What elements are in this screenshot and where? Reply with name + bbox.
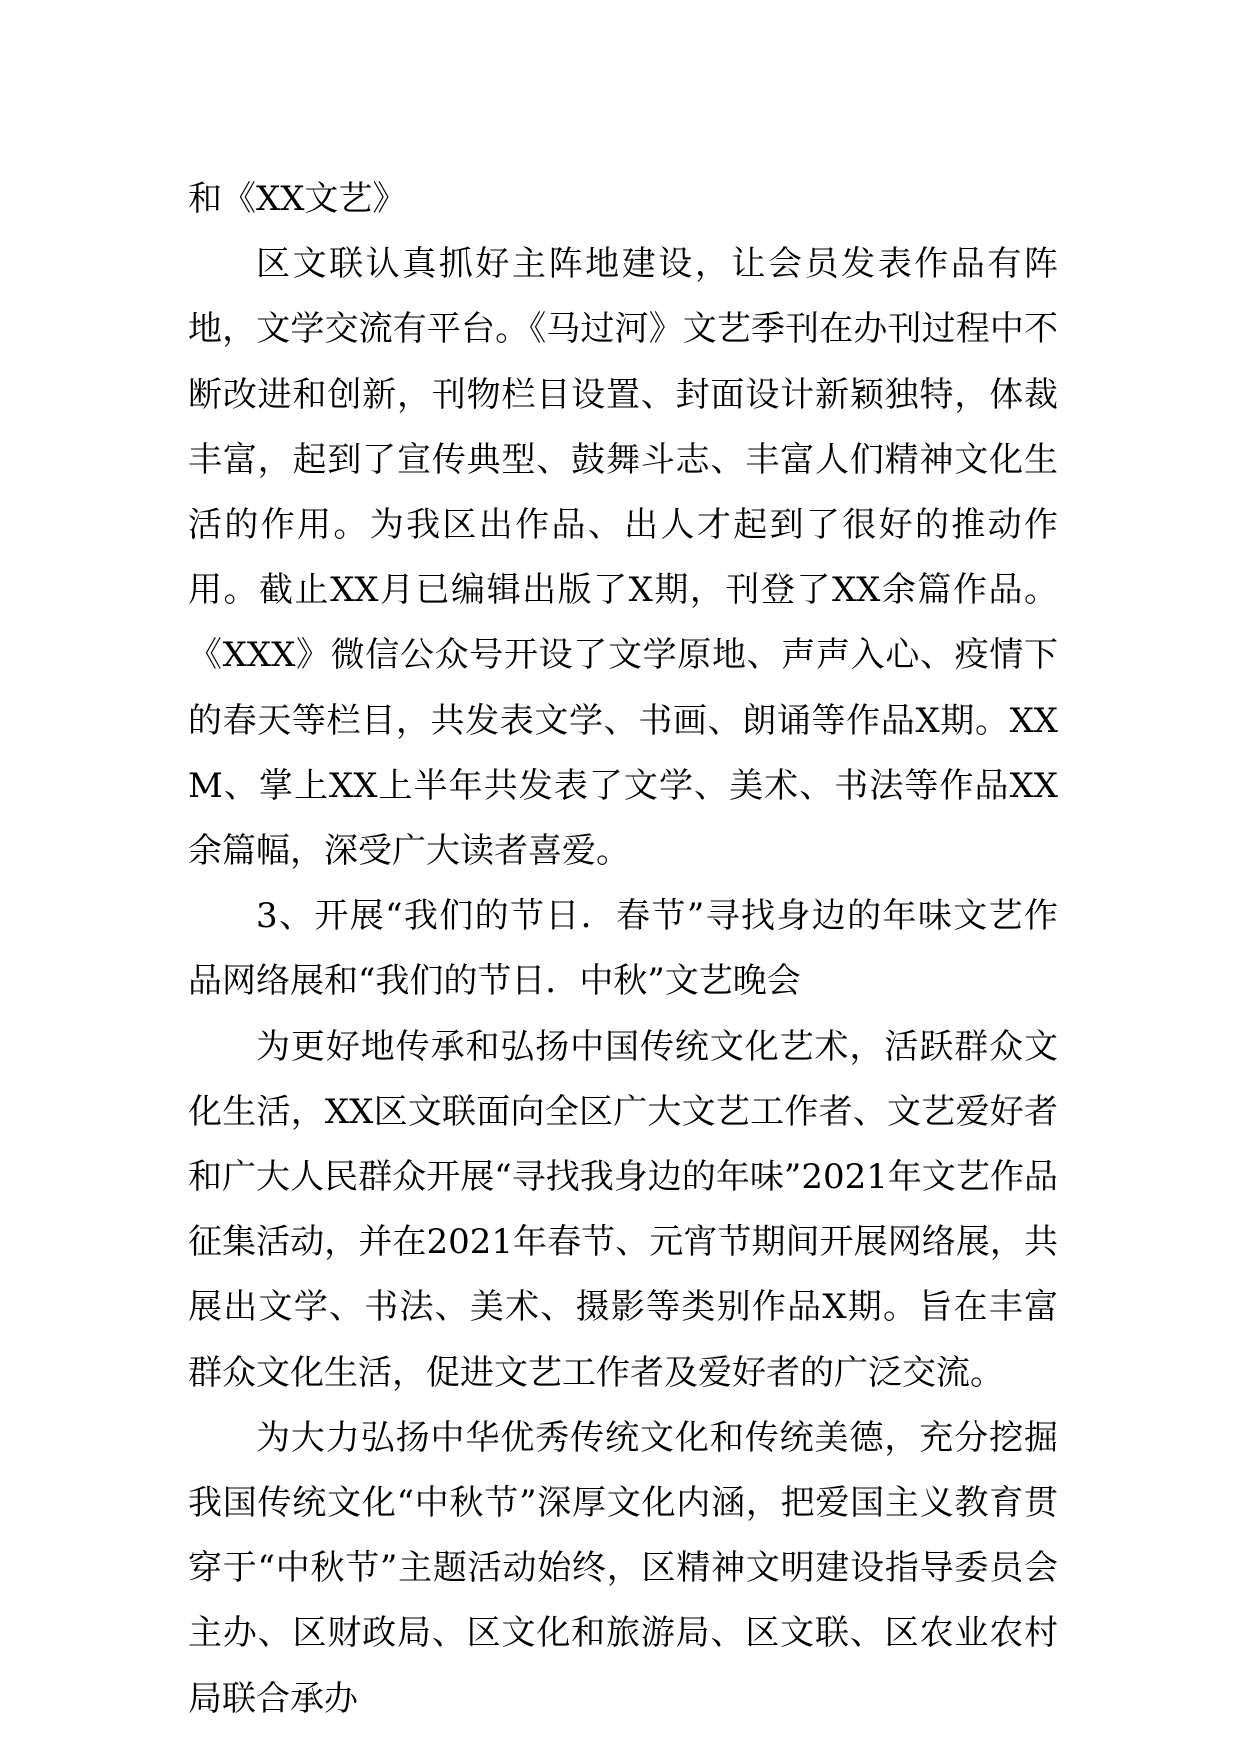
- paragraph-main-position: 区文联认真抓好主阵地建设，让会员发表作品有阵地，文学交流有平台。《马过河》文艺季刊在办刊过程中不断改进和创新，刊物栏目设置、封面设计新颖独特，体裁丰富，起到了宣传典型、鼓舞斗志、丰富人们精神文化生活的作用。为我区出作品、出人才起到了很好的推动作用。截止XX月已编辑出版了X期，刊登了XX余篇作品。《XXX》微信公众号开设了文学原地、声声入心、疫情下的春天等栏目，共发表文学、书画、朗诵等作品X期。XXM、掌上XX上半年共发表了文学、美术、书法等作品XX余篇幅，深受广大读者喜爱。: [188, 244, 1058, 872]
- paragraph-mid-autumn: 为大力弘扬中华优秀传统文化和传统美德，充分挖掘我国传统文化“中秋节”深厚文化内涵，把爱国主义教育贯穿于“中秋节”主题活动始终，区精神文明建设指导委员会主办、区财政局、区文化和旅游局、区文联、区农业农村局联合承办: [188, 1417, 1058, 1719]
- paragraph-continuation: 和《XX文艺》: [188, 179, 407, 219]
- document-body: [188, 167, 1058, 1732]
- section-heading-festival-events: 3、开展“我们的节日．春节”寻找身边的年味文艺作品网络展和“我们的节日．中秋”文艺晚会: [188, 896, 1058, 1002]
- paragraph-spring-festival: 为更好地传承和弘扬中国传统文化艺术，活跃群众文化生活，XX区文联面向全区广大文艺工作者、文艺爱好者和广大人民群众开展“寻找我身边的年味”2021年文艺作品征集活动，并在2021年春节、元宵节期间开展网络展，共展出文学、书法、美术、摄影等类别作品X期。旨在丰富群众文化生活，促进文艺工作者及爱好者的广泛交流。: [188, 1026, 1058, 1393]
